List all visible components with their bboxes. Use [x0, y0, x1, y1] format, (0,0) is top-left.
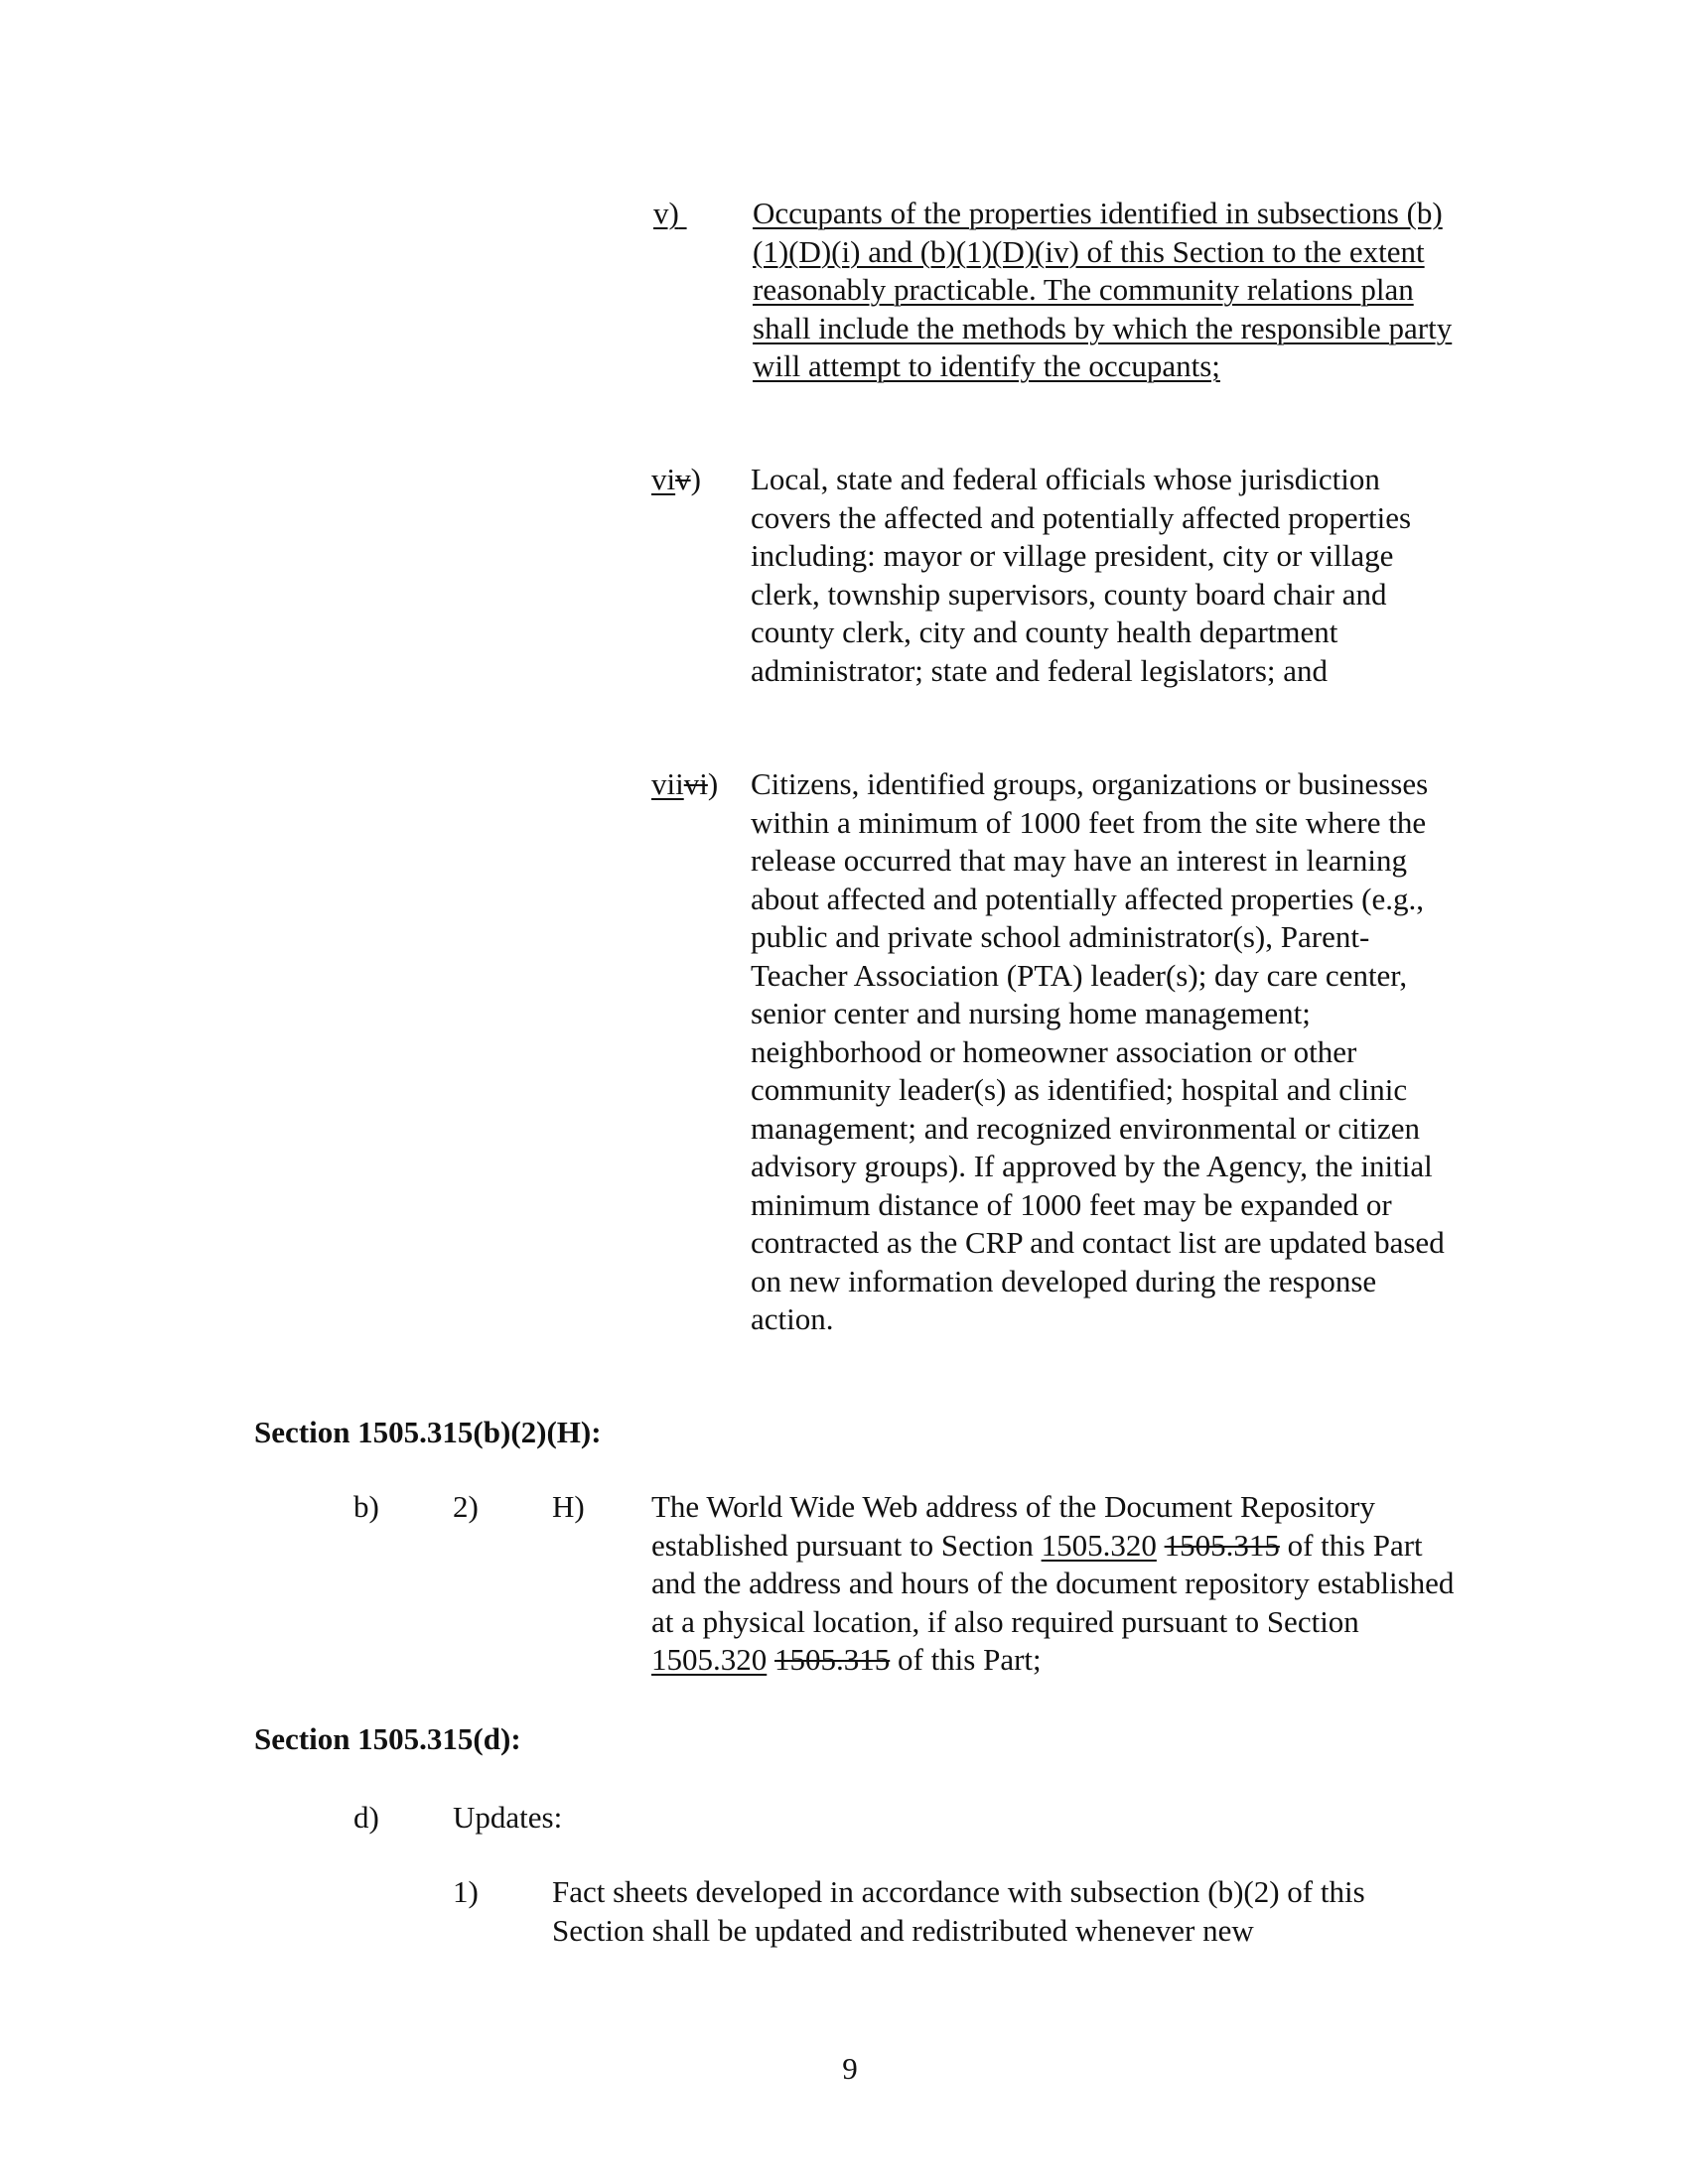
updates-title: Updates:: [453, 1800, 563, 1835]
item-v-label: v): [653, 196, 679, 230]
section-heading-b2h: Section 1505.315(b)(2)(H):: [254, 1415, 602, 1449]
item-vii-label: viivi): [651, 766, 719, 801]
item-v-text: Occupants of the properties identified in subsections (b)(1)(D)(i) and (b)(1)(D)(iv) of this Section to the extent reasonably practicable. The community relations plan shall include the methods by which the responsible party will attempt to identify the occupants;: [753, 196, 1453, 383]
item-vi-text: Local, state and federal officials whose jurisdiction covers the affected and potentially affected properties including: mayor or village president, city or village clerk, township supervisors, county board chair and county clerk, city and county health department administrator; state and federal legislators; and: [751, 462, 1412, 688]
item-vii-text: Citizens, identified groups, organizations or businesses within a minimum of 1000 feet from the site where the release occurred that may have an interest in learning about affected and potentially affected properties (e.g., public and private school administrator(s), Parent-Teacher Association (PTA) leader(s); day care center, senior center and nursing home management; neighborhood or homeowner association or other community leader(s) as identified; hospital and clinic management; and recognized environmental or citizen advisory groups). If approved by the Agency, the initial minimum distance of 1000 feet may be expanded or contracted as the CRP and contact list are updated based on new information developed during the response action.: [751, 766, 1445, 1336]
label-2: 2): [453, 1489, 479, 1524]
label-H: H): [552, 1489, 585, 1524]
page-number: 9: [842, 2051, 858, 2086]
updates-item-1-text: Fact sheets developed in accordance with subsection (b)(2) of this Section shall be updated and redistributed whenever new: [552, 1874, 1365, 1948]
label-d: d): [353, 1800, 379, 1835]
label-b: b): [353, 1489, 379, 1524]
section-h-text: The World Wide Web address of the Document Repository established pursuant to Section 1505.320 1505.315 of this Part and the address and hours of the document repository established at a physical location, if also required pursuant to Section 1505.320 1505.315 of this Part;: [651, 1489, 1455, 1677]
item-vi-label: viv): [651, 462, 701, 496]
label-1: 1): [453, 1874, 479, 1909]
section-heading-d: Section 1505.315(d):: [254, 1721, 521, 1756]
